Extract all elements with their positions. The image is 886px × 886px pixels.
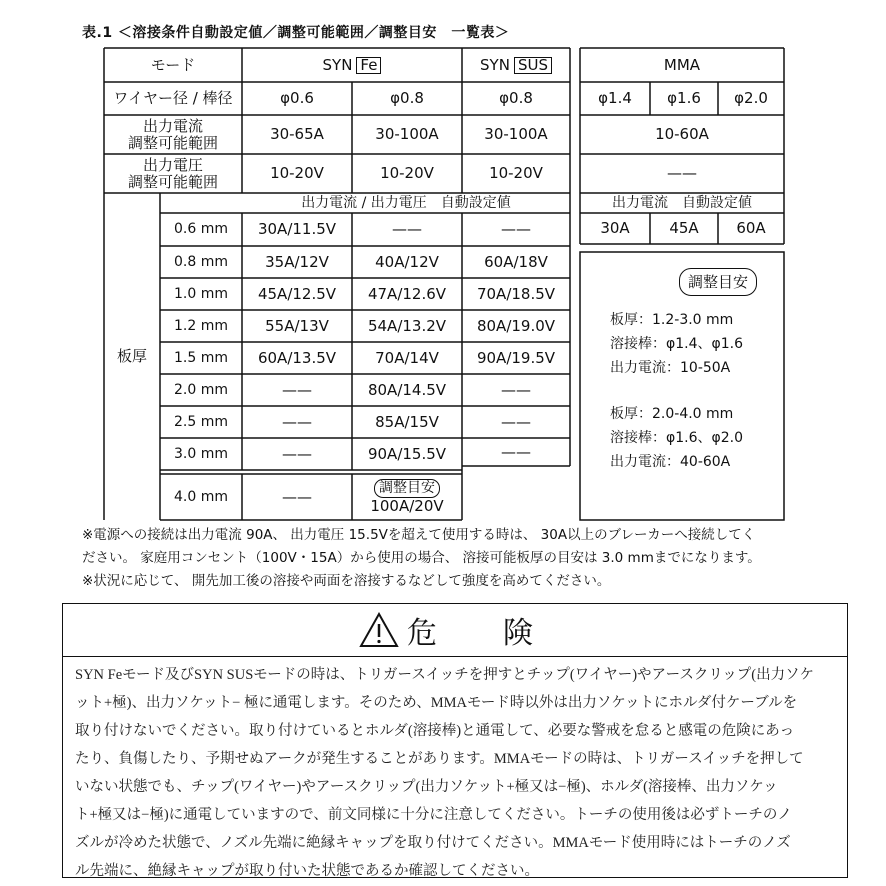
table-cell: —— <box>282 444 312 463</box>
syn-auto-header: 出力電流 / 出力電圧 自動設定値 <box>301 194 511 211</box>
voltage-range-label <box>104 154 242 193</box>
note-line: ださい。 家庭用コンセント（100V・15A）から使用の場合、 溶接可能板厚の目安は 3.0 mmまでになります。 <box>82 550 761 566</box>
danger-line: 取り付けないでください。取り付けているとホルダ(溶接棒)と通電して、必要な警戒を怠ると感電の危険にあっ <box>75 723 795 739</box>
current-range-label <box>104 115 242 154</box>
current-range-sus-08: 30-100A <box>484 125 548 143</box>
wire-sus-08: φ0.8 <box>499 89 533 107</box>
wire-row-label: ワイヤー径 / 棒径 <box>113 89 233 107</box>
rod-16: φ1.6 <box>667 89 701 107</box>
table-cell: 47A/12.6V <box>367 284 447 303</box>
mma-header: MMA <box>663 55 701 74</box>
guide-line: 出力電流：10-50A <box>610 360 731 376</box>
current-range-label-line2: 調整可能範囲 <box>127 133 218 152</box>
rod-14: φ1.4 <box>598 89 632 107</box>
thickness-row-label: 3.0 mm <box>174 445 228 462</box>
table-cell: 35A/12V <box>265 252 329 271</box>
guide-line: 板厚：2.0-4.0 mm <box>610 406 734 422</box>
table-cell: 70A/18.5V <box>476 284 556 303</box>
table-cell: 90A/15.5V <box>367 444 447 463</box>
danger-line: いない状態でも、チップ(ワイヤー)やアースクリップ(出力ソケット+極又は−極)、ホルダ(溶接棒、出力ソケッ <box>75 779 778 795</box>
table-cell: 60A/13.5V <box>257 348 337 367</box>
mma-value: 45A <box>669 219 699 237</box>
guide-line: 溶接棒：φ1.4、φ1.6 <box>610 336 743 352</box>
thickness-row-label: 2.5 mm <box>174 413 228 430</box>
thickness-row-label: 0.6 mm <box>174 221 228 237</box>
table-cell: 40A/12V <box>375 252 439 271</box>
thickness-row-label: 1.5 mm <box>174 349 228 366</box>
guide-line: 溶接棒：φ1.6、φ2.0 <box>610 430 743 446</box>
table-cell: —— <box>501 380 531 399</box>
table-cell: 70A/14V <box>375 348 439 367</box>
guide-cell-4mm <box>352 474 462 520</box>
rod-20: φ2.0 <box>734 89 768 107</box>
table-cell: —— <box>282 380 312 399</box>
adjustment-guide <box>610 268 866 474</box>
thickness-row-label: 1.0 mm <box>174 285 228 302</box>
voltage-range-mma: —— <box>667 164 697 182</box>
voltage-range-label-line2: 調整可能範囲 <box>127 172 218 191</box>
table-cell: —— <box>282 412 312 431</box>
table-cell: 60A/18V <box>484 252 548 271</box>
syn-fe-header <box>242 48 462 82</box>
table-cell: 30A/11.5V <box>257 220 337 238</box>
table-cell: —— <box>501 442 531 461</box>
table-cell: 85A/15V <box>375 412 439 431</box>
note-line: ※状況に応じて、 開先加工後の溶接や両面を溶接するなどして強度を高めてください。 <box>82 573 611 589</box>
thickness-row-label: 0.8 mm <box>174 253 228 270</box>
table-cell: —— <box>282 487 312 506</box>
syn-fe-prefix: SYN <box>322 55 353 74</box>
guide-badge: 調整目安 <box>374 479 440 498</box>
syn-sus-box: SUS <box>514 57 552 74</box>
table-title: 表.1 ＜溶接条件自動設定値／調整可能範囲／調整目安 一覧表＞ <box>82 25 510 41</box>
mode-header: モード <box>150 55 196 74</box>
table-cell: —— <box>501 412 531 431</box>
syn-sus-prefix: SYN <box>480 55 510 74</box>
guide-line: 板厚：1.2-3.0 mm <box>610 312 734 328</box>
table-cell: 54A/13.2V <box>367 316 447 335</box>
table-cell: 90A/19.5V <box>476 348 556 367</box>
thickness-row-label: 4.0 mm <box>174 488 228 505</box>
danger-line: SYN Feモード及びSYN SUSモードの時は、トリガースイッチを押すとチップ(ワイヤー)やアースクリップ(出力ソケ <box>75 667 814 683</box>
thickness-row-label: 1.2 mm <box>174 317 228 334</box>
danger-title: 危 険 <box>407 616 551 651</box>
syn-fe-box: Fe <box>356 57 381 74</box>
table-cell: 45A/12.5V <box>257 284 337 303</box>
current-range-mma: 10-60A <box>655 125 709 143</box>
mma-value: 60A <box>736 219 766 237</box>
note-line: ※電源への接続は出力電流 90A、 出力電圧 15.5Vを超えて使用する時は、 30A以上のブレーカーへ接続してく <box>82 527 756 543</box>
table-cell: 80A/19.0V <box>476 316 556 335</box>
thickness-label: 板厚 <box>116 347 147 365</box>
guide-label: 調整目安 <box>679 268 757 296</box>
danger-header <box>63 604 847 657</box>
mma-value: 30A <box>600 219 630 237</box>
wire-fe-08: φ0.8 <box>390 89 424 107</box>
voltage-range-sus-08: 10-20V <box>489 164 543 182</box>
danger-box <box>62 603 848 878</box>
danger-body <box>63 657 847 885</box>
voltage-range-fe-08: 10-20V <box>380 164 434 182</box>
table-cell: —— <box>501 220 531 238</box>
warning-icon <box>359 612 399 648</box>
table-cell: —— <box>392 220 422 238</box>
wire-fe-06: φ0.6 <box>280 89 314 107</box>
mma-auto-header: 出力電流 自動設定値 <box>612 194 752 211</box>
table-cell: 55A/13V <box>265 316 329 335</box>
notes <box>82 524 842 593</box>
guide-line: 出力電流：40-60A <box>610 454 731 470</box>
thickness-row-label: 2.0 mm <box>174 381 228 398</box>
table-cell: 80A/14.5V <box>367 380 447 399</box>
voltage-range-label-line1: 出力電圧 <box>142 155 203 174</box>
current-range-label-line1: 出力電流 <box>142 116 203 135</box>
danger-line: ル先端に、絶縁キャップが取り付いた状態であるか確認してください。 <box>75 863 539 879</box>
current-range-fe-06: 30-65A <box>270 125 324 143</box>
danger-line: ズルが冷めた状態で、ノズル先端に絶縁キャップを取り付けてください。MMAモード使用時にはトーチのノズ <box>75 835 791 851</box>
voltage-range-fe-06: 10-20V <box>270 164 324 182</box>
syn-sus-header <box>462 48 570 82</box>
guide-value-4mm: 100A/20V <box>370 497 444 515</box>
current-range-fe-08: 30-100A <box>375 125 439 143</box>
danger-line: ット+極)、出力ソケット− 極に通電します。そのため、MMAモード時以外は出力ソケットにホルダ付ケーブルを <box>75 695 798 711</box>
danger-line: ト+極又は−極)に通電していますので、前文同様に十分に注意してください。トーチの使用後は必ずトーチのノ <box>75 807 792 823</box>
danger-line: たり、負傷したり、予期せぬアークが発生することがあります。MMAモードの時は、トリガースイッチを押して <box>75 751 804 767</box>
